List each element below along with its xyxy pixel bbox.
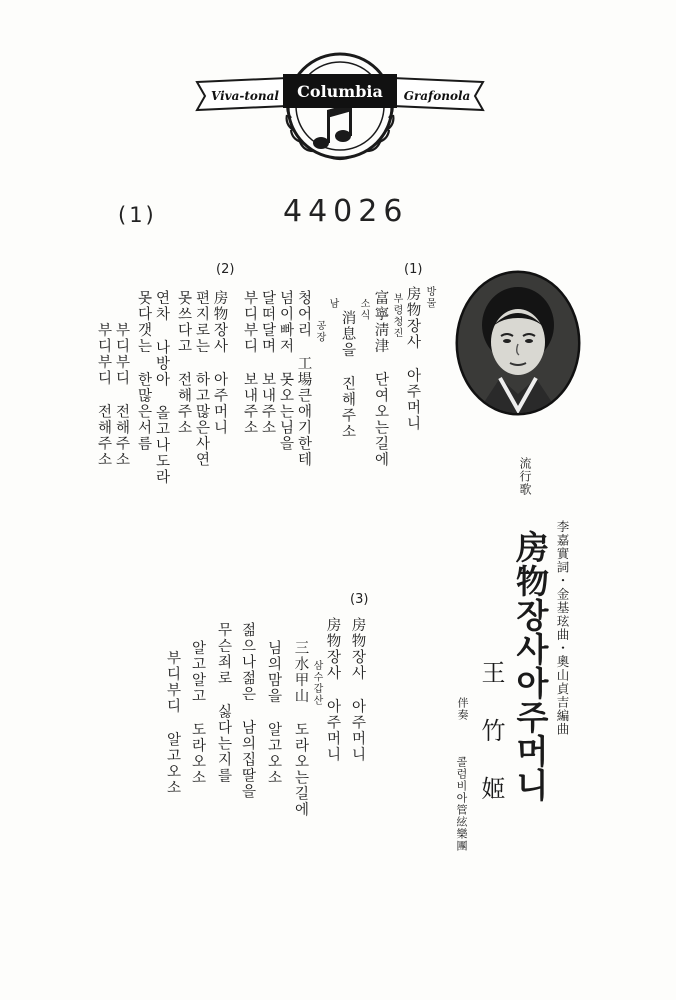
lyric-line: 房物장사 아주머니 [404,286,421,432]
song-title: 房物장사아주머니 [511,530,550,802]
lyric-line: 청어리 工場큰애기한테 [295,290,312,468]
lyric-line: 공장 [314,320,325,343]
brand-name: Columbia [297,82,383,101]
accompaniment-label: 伴奏 [456,697,469,721]
lyric-line: 부디부디 전해주소 [113,322,130,468]
lyric-line: 방물 [424,286,435,309]
lyric-line: 연차 나방아 올고나도라 [153,290,170,485]
lyric-line: 부디부디 전해주소 [95,322,112,468]
lyric-line: 三水甲山 도라오는길에 [292,640,309,818]
lyric-line: 삼수갑산 [311,660,322,706]
record-side: (1) [118,203,157,227]
columbia-label-logo [195,48,485,166]
lyric-line: 못쓰다고 전해주소 [175,290,192,436]
record-number: 44026 [283,194,409,229]
lyric-line: 소식 [358,298,369,321]
singer-portrait [455,270,581,416]
lyric-line: 편지로는 하고많은사연 [193,290,210,468]
song-genre: 流行歌 [518,457,532,496]
lyric-line: 富寧淸津 단여오는길에 [372,290,389,468]
lyric-line: 부디부디 보내주소 [241,290,258,436]
accompaniment-name: 콜럼비아管絃樂團 [455,756,468,852]
lyric-line: 부디부디 알고오소 [164,650,181,796]
verse-3-number: (3) [350,592,369,607]
lyric-line: 무슨죄로 싫다는지를 [215,622,232,784]
lyric-line: 房物장사 아주머니 [324,617,341,763]
banner-left-text: Viva-tonal [211,89,279,103]
singer-name: 王竹姬 [477,660,505,834]
lyric-line: 알고알고 도라오소 [189,640,206,786]
banner-right-text: Grafonola [403,89,471,103]
lyric-line: 부령청진 [391,293,402,339]
lyric-line: 젊으나젊은 남의집딸을 [239,622,256,800]
music-note-icon [313,103,352,149]
song-credits: 李嘉實詞・金基玹曲・奧山貞吉編曲 [555,520,570,736]
lyric-line: 님의맘을 알고오소 [265,640,282,786]
lyric-line: 넘이빠저 못오는님을 [277,290,294,452]
verse-1-number: (1) [404,262,423,277]
lyric-line: 房物장사 아주머니 [349,617,366,763]
lyric-line: 남 [327,298,338,310]
verse-2-number: (2) [216,262,235,277]
lyric-line: 달떠달며 보내주소 [259,290,276,436]
lyric-line: 消息을 진해주소 [339,310,356,440]
lyric-line: 못다갯는 한많은서름 [135,290,152,452]
lyric-line: 房物장사 아주머니 [211,290,228,436]
